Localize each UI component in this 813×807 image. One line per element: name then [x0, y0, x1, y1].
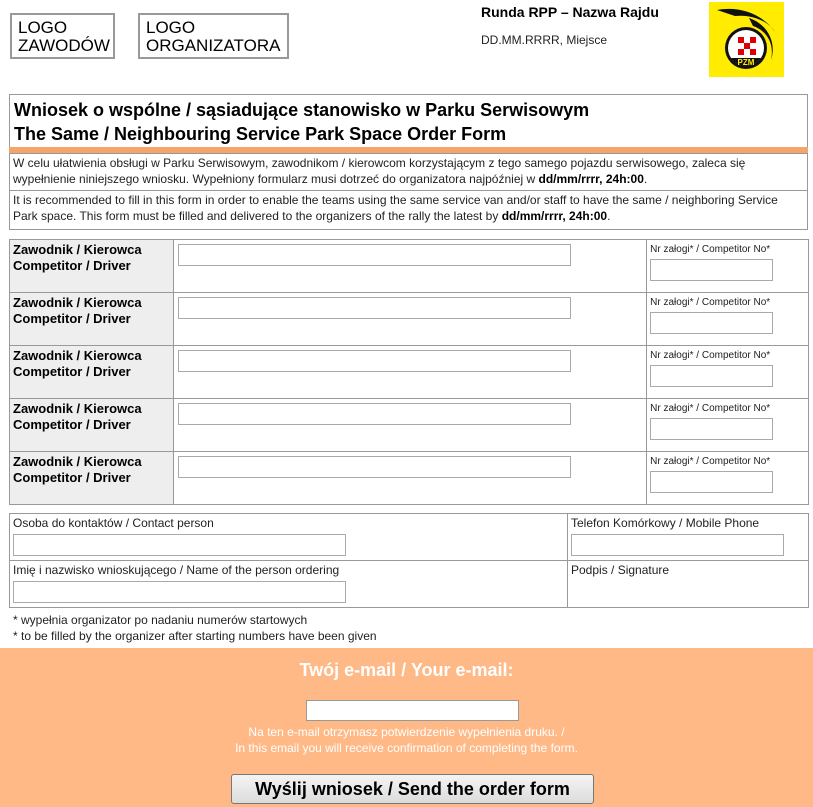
mobile-phone-input[interactable] [571, 534, 784, 556]
competitor-no-label: Nr załogi* / Competitor No* [650, 244, 771, 255]
driver-label-pl: Zawodnik / Kierowca [13, 348, 142, 363]
contact-person-cell [10, 514, 568, 561]
driver-row [10, 240, 809, 293]
driver-label-pl: Zawodnik / Kierowca [13, 454, 142, 469]
email-note [0, 724, 813, 756]
footnote-en: * to be filled by the organizer after starting numbers have been given [13, 629, 377, 643]
ordering-person-label: Imię i nazwisko wnioskującego / Name of the person ordering [13, 563, 340, 577]
email-note-pl: Na ten e-mail otrzymasz potwierdzenie wypełnienia druku. / [248, 725, 565, 739]
competitor-no-label: Nr załogi* / Competitor No* [650, 297, 771, 308]
driver-row [10, 346, 809, 399]
driver-name-cell [173, 293, 647, 346]
competitor-no-input[interactable] [650, 471, 773, 493]
logo-organizer: LOGO ORGANIZATORA [138, 13, 289, 59]
drivers-table [9, 239, 809, 505]
driver-name-input[interactable] [178, 403, 571, 425]
pzm-logo-text: PZM [737, 58, 755, 67]
contact-table [9, 513, 809, 608]
contact-person-label: Osoba do kontaktów / Contact person [13, 516, 214, 530]
form-title-en: The Same / Neighbouring Service Park Space Order Form [14, 124, 507, 144]
pzm-emblem-icon [709, 2, 784, 77]
note-english [9, 191, 808, 230]
rally-title: Runda RPP – Nazwa Rajdu [481, 4, 659, 20]
driver-label-en: Competitor / Driver [13, 364, 131, 379]
note-pl-end: . [643, 172, 648, 186]
driver-label-en: Competitor / Driver [13, 258, 131, 273]
form-title-pl: Wniosek o wspólne / sąsiadujące stanowisko w Parku Serwisowym [14, 100, 590, 120]
driver-label-en: Competitor / Driver [13, 311, 131, 326]
driver-name-input[interactable] [178, 456, 571, 478]
driver-row [10, 399, 809, 452]
driver-label-cell [10, 240, 174, 293]
competitor-no-cell [647, 346, 809, 399]
driver-label-cell [10, 346, 174, 399]
competitor-no-label: Nr załogi* / Competitor No* [650, 456, 771, 467]
driver-label-pl: Zawodnik / Kierowca [13, 242, 142, 257]
competitor-no-input[interactable] [650, 365, 773, 387]
note-pl-deadline: dd/mm/rrrr, 24h:00 [538, 172, 644, 186]
driver-label-cell [10, 293, 174, 346]
competitor-no-label: Nr załogi* / Competitor No* [650, 350, 771, 361]
ordering-person-input[interactable] [13, 581, 346, 603]
competitor-no-cell [647, 240, 809, 293]
competitor-no-cell [647, 399, 809, 452]
driver-row [10, 293, 809, 346]
signature-label: Podpis / Signature [571, 563, 670, 577]
driver-name-cell [173, 399, 647, 452]
competitor-no-input[interactable] [650, 259, 773, 281]
note-en-deadline: dd/mm/rrrr, 24h:00 [501, 209, 608, 223]
driver-name-input[interactable] [178, 244, 571, 266]
email-input[interactable] [306, 700, 519, 721]
driver-name-cell [173, 240, 647, 293]
competitor-no-input[interactable] [650, 312, 773, 334]
note-en-end: . [607, 209, 611, 223]
driver-name-cell [173, 452, 647, 505]
driver-name-cell [173, 346, 647, 399]
ordering-person-cell [10, 561, 568, 608]
driver-name-input[interactable] [178, 297, 571, 319]
rally-date: DD.MM.RRRR, Miejsce [481, 33, 607, 47]
driver-name-input[interactable] [178, 350, 571, 372]
email-note-en: In this email you will receive confirmation of completing the form. [235, 741, 578, 755]
mobile-phone-label: Telefon Komórkowy / Mobile Phone [571, 516, 760, 530]
logo-competitors: LOGO ZAWODÓW [10, 13, 115, 59]
footnote-pl: * wypełnia organizator po nadaniu numerów startowych [13, 613, 308, 627]
note-pl-text: W celu ułatwienia obsługi w Parku Serwisowym, zawodnikom / kierowcom korzystającym z tego samego pojazdu serwisowego, zaleca się wypełnienie niniejszego wniosku. Wypełniony formularz musi dotrzeć do organizatora najpóźniej w [13, 156, 746, 186]
note-polish [9, 153, 808, 191]
email-panel [0, 648, 813, 807]
mobile-phone-cell [568, 514, 809, 561]
competitor-no-label: Nr załogi* / Competitor No* [650, 403, 771, 414]
driver-label-pl: Zawodnik / Kierowca [13, 295, 142, 310]
pzm-logo [709, 2, 784, 77]
signature-cell [568, 561, 809, 608]
contact-person-input[interactable] [13, 534, 346, 556]
driver-label-en: Competitor / Driver [13, 417, 131, 432]
driver-label-cell [10, 399, 174, 452]
send-order-button[interactable]: Wyślij wniosek / Send the order form [231, 774, 594, 804]
competitor-no-cell [647, 452, 809, 505]
driver-row [10, 452, 809, 505]
driver-label-cell [10, 452, 174, 505]
form-title-box [9, 94, 808, 150]
email-title: Twój e-mail / Your e-mail: [299, 660, 514, 680]
driver-label-en: Competitor / Driver [13, 470, 131, 485]
competitor-no-cell [647, 293, 809, 346]
competitor-no-input[interactable] [650, 418, 773, 440]
note-en-text: It is recommended to fill in this form in order to enable the teams using the same service van and/or staff to have the same / neighboring Service Park space. This form must be filled and delivered to the organizers of the rally the latest by [13, 193, 778, 223]
driver-label-pl: Zawodnik / Kierowca [13, 401, 142, 416]
